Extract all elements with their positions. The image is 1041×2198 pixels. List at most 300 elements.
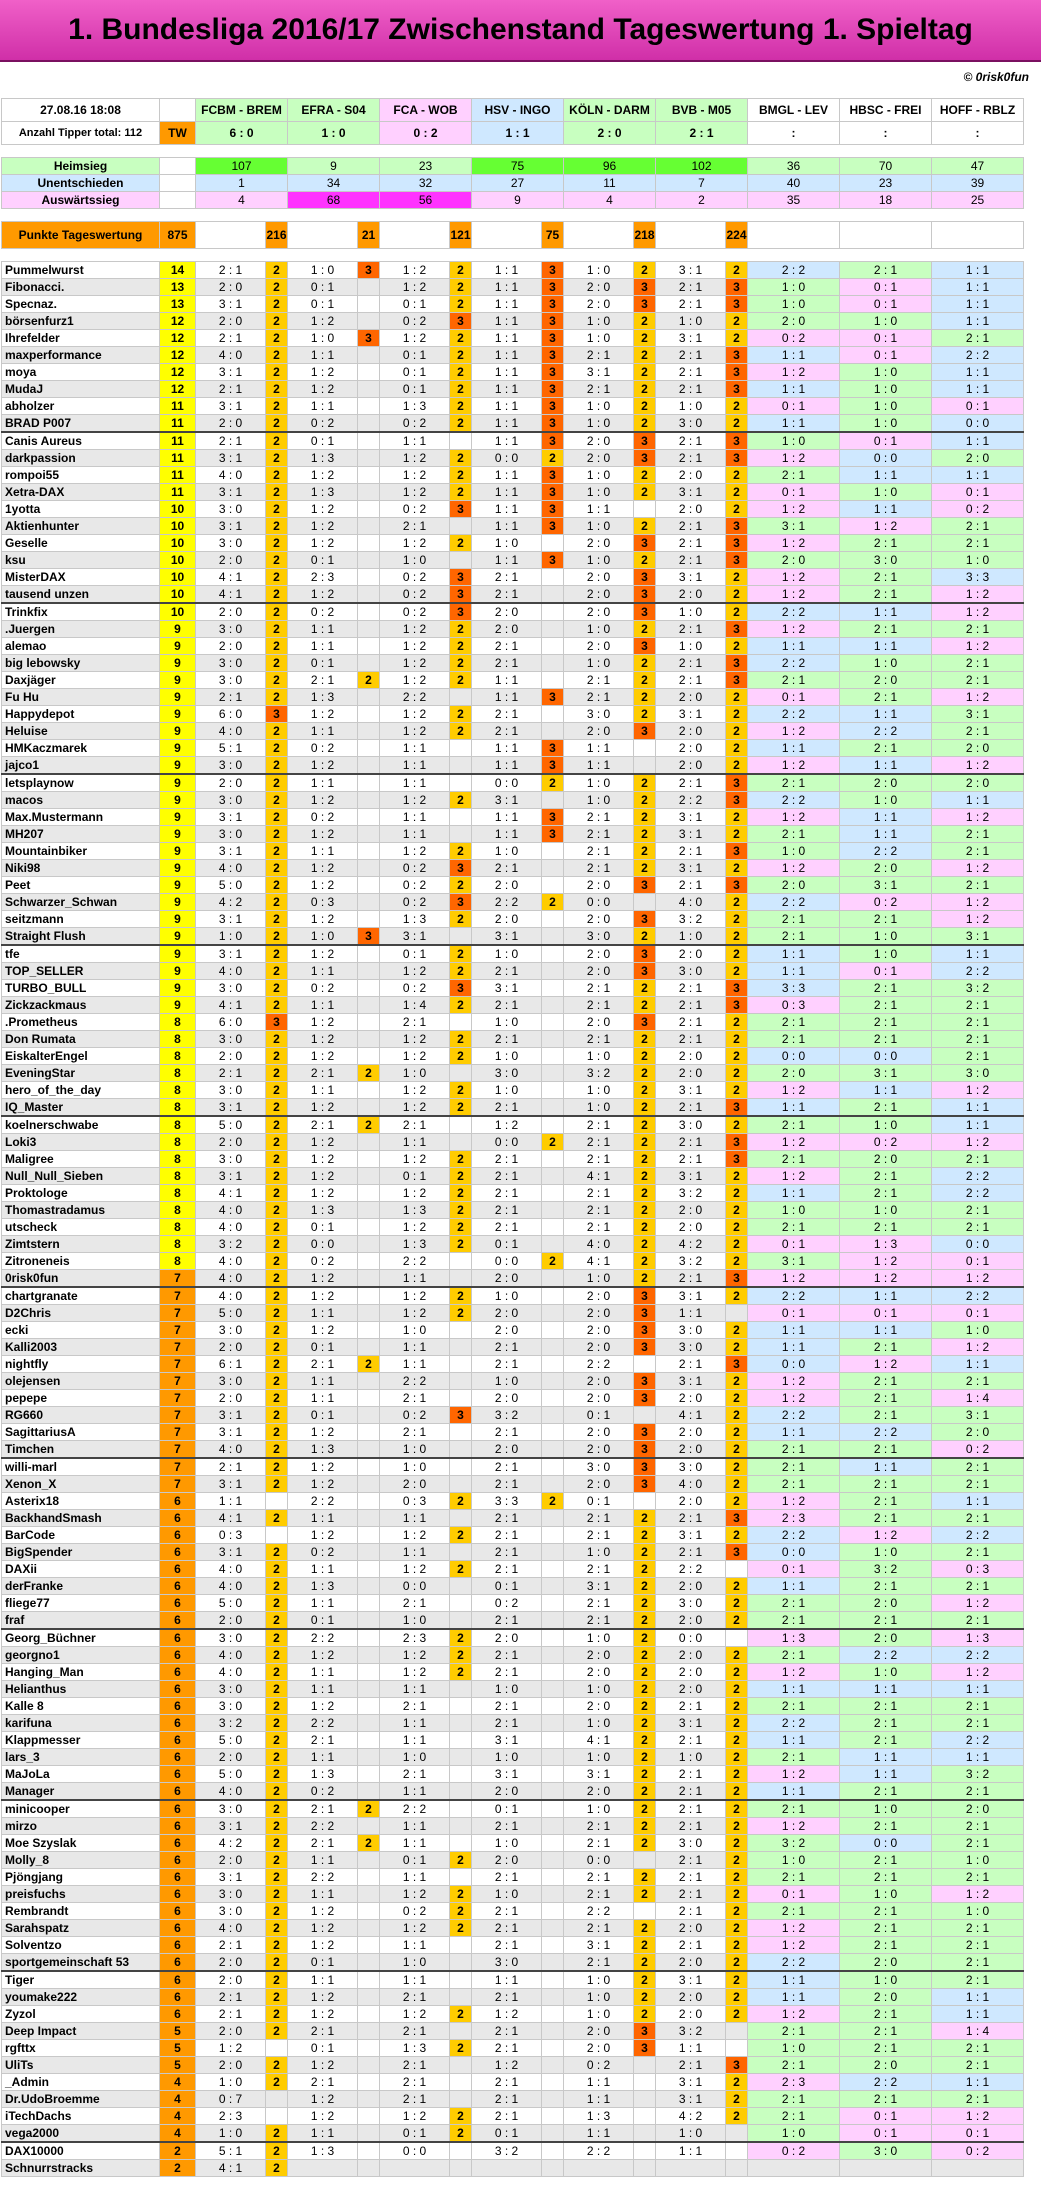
player-points: 3 <box>726 450 748 467</box>
player-points: 2 <box>634 398 656 415</box>
player-tip-open: 0 : 1 <box>932 398 1024 415</box>
player-tip: 2 : 1 <box>472 1356 542 1373</box>
player-tip: 3 : 1 <box>196 945 266 963</box>
copyright-label: © 0risk0fun <box>963 70 1029 84</box>
player-points: 2 <box>450 1287 472 1305</box>
player-points: 2 <box>726 1664 748 1681</box>
player-tip-open: 2 : 1 <box>748 1031 840 1048</box>
player-points: 2 <box>450 1664 472 1681</box>
player-row <box>2 450 1024 467</box>
player-tip: 3 : 1 <box>472 1766 542 1783</box>
match-name: EFRA - S04 <box>288 99 380 122</box>
player-points: 3 <box>634 586 656 604</box>
player-points <box>450 1134 472 1151</box>
player-row <box>2 706 1024 723</box>
player-tip: 2 : 0 <box>564 1390 634 1407</box>
player-points: 2 <box>634 1715 656 1732</box>
player-tip-open: 2 : 1 <box>840 997 932 1014</box>
player-row <box>2 398 1024 415</box>
player-tip-open: 1 : 2 <box>748 757 840 775</box>
player-points: 2 <box>634 621 656 638</box>
player-tip: 4 : 0 <box>196 1270 266 1288</box>
player-tip: 0 : 2 <box>380 877 450 894</box>
player-points <box>542 2074 564 2091</box>
player-tip: 2 : 1 <box>564 1954 634 1972</box>
player-points: 2 <box>450 638 472 655</box>
player-points <box>358 1099 380 1117</box>
player-tip: 3 : 1 <box>472 980 542 997</box>
player-tip: 2 : 0 <box>656 501 726 518</box>
player-tip: 2 : 1 <box>564 826 634 843</box>
player-tip: 2 : 0 <box>564 877 634 894</box>
player-tip-open: 2 : 2 <box>748 603 840 621</box>
player-tip: 2 : 2 <box>380 1800 450 1818</box>
player-row <box>2 313 1024 330</box>
player-points <box>542 2108 564 2125</box>
player-tip: 1 : 0 <box>472 1835 542 1852</box>
player-points <box>542 2057 564 2074</box>
player-points: 2 <box>634 467 656 484</box>
player-tip-open: 1 : 0 <box>840 415 932 433</box>
unentschieden-label: Unentschieden <box>2 175 160 192</box>
player-tip: 3 : 0 <box>564 928 634 946</box>
player-tip: 1 : 0 <box>380 1954 450 1972</box>
player-tip: 2 : 2 <box>380 1253 450 1270</box>
player-tip: 2 : 1 <box>472 1424 542 1441</box>
player-tip: 1 : 2 <box>288 2108 358 2125</box>
player-points <box>542 1954 564 1972</box>
player-tip-open: 2 : 1 <box>840 1869 932 1886</box>
player-name: Heluise <box>2 723 160 740</box>
player-tip: 2 : 0 <box>656 1441 726 1459</box>
player-tip: 2 : 0 <box>196 603 266 621</box>
player-tip: 2 : 2 <box>288 1715 358 1732</box>
player-tw: 7 <box>160 1407 196 1424</box>
player-row <box>2 1339 1024 1356</box>
player-tip: 3 : 2 <box>196 1236 266 1253</box>
player-tip: 2 : 0 <box>564 450 634 467</box>
player-name: minicooper <box>2 1800 160 1818</box>
player-tip: 1 : 2 <box>380 484 450 501</box>
player-name: SagittariusA <box>2 1424 160 1441</box>
player-points <box>358 1989 380 2006</box>
player-row <box>2 689 1024 706</box>
player-points: 2 <box>266 809 288 826</box>
player-tip-open: 2 : 1 <box>840 1783 932 1801</box>
player-name: tausend unzen <box>2 586 160 604</box>
player-tip-open: 2 : 2 <box>932 347 1024 364</box>
player-tip: 1 : 1 <box>656 2142 726 2160</box>
player-tip: 3 : 1 <box>656 1527 726 1544</box>
player-points: 2 <box>634 1168 656 1185</box>
player-tip: 1 : 2 <box>288 2006 358 2023</box>
player-tip-open: 2 : 1 <box>840 1441 932 1459</box>
player-tip: 3 : 1 <box>196 1099 266 1117</box>
player-tip: 1 : 1 <box>196 1493 266 1510</box>
player-points: 3 <box>542 330 564 347</box>
player-tw: 9 <box>160 621 196 638</box>
player-tip-open: 1 : 2 <box>840 518 932 535</box>
player-points: 2 <box>634 1031 656 1048</box>
player-points: 3 <box>450 894 472 911</box>
player-tip: 3 : 1 <box>656 2074 726 2091</box>
player-tip: 1 : 1 <box>380 1356 450 1373</box>
player-tip <box>380 2160 450 2177</box>
player-points: 2 <box>266 1253 288 1270</box>
player-tip: 1 : 3 <box>288 450 358 467</box>
player-tip: 3 : 0 <box>472 1065 542 1082</box>
player-tip-open: 2 : 2 <box>748 792 840 809</box>
player-points: 2 <box>450 723 472 740</box>
player-points <box>542 1903 564 1920</box>
standings-table <box>1 98 1024 2177</box>
player-points <box>542 1116 564 1134</box>
player-tip-open: 2 : 2 <box>840 2074 932 2091</box>
player-points: 3 <box>450 586 472 604</box>
player-tip-open: 1 : 1 <box>840 1681 932 1698</box>
player-points <box>542 1082 564 1099</box>
player-tw: 6 <box>160 1527 196 1544</box>
player-points: 2 <box>634 1578 656 1595</box>
player-points: 2 <box>266 347 288 364</box>
player-points: 2 <box>266 1647 288 1664</box>
player-points: 3 <box>542 279 564 296</box>
player-tw: 6 <box>160 1852 196 1869</box>
player-tip: 1 : 3 <box>288 1766 358 1783</box>
player-tip: 0 : 0 <box>564 894 634 911</box>
player-points <box>542 638 564 655</box>
player-points <box>358 1082 380 1099</box>
player-tip: 2 : 1 <box>656 655 726 672</box>
player-tip: 2 : 0 <box>564 603 634 621</box>
player-tip: 1 : 2 <box>288 518 358 535</box>
player-points: 2 <box>726 860 748 877</box>
player-tip: 2 : 1 <box>656 1818 726 1835</box>
player-tip: 2 : 0 <box>656 467 726 484</box>
player-tip: 2 : 1 <box>656 381 726 398</box>
player-points: 3 <box>450 501 472 518</box>
player-tip: 1 : 1 <box>472 467 542 484</box>
player-points: 2 <box>266 1561 288 1578</box>
player-tip: 2 : 1 <box>472 1339 542 1356</box>
player-row <box>2 1835 1024 1852</box>
player-points <box>542 1014 564 1031</box>
player-tip: 1 : 0 <box>656 2125 726 2143</box>
player-points <box>542 723 564 740</box>
player-row <box>2 1749 1024 1766</box>
player-points: 2 <box>634 1647 656 1664</box>
player-tip-open: 0 : 1 <box>840 2108 932 2125</box>
player-tip: 1 : 2 <box>288 1014 358 1031</box>
player-points: 2 <box>450 262 472 279</box>
player-tip-open: 2 : 1 <box>932 1476 1024 1493</box>
player-points <box>634 2160 656 2177</box>
player-tip-open: 1 : 0 <box>840 1544 932 1561</box>
player-tip-open: 1 : 1 <box>748 945 840 963</box>
player-tip: 1 : 1 <box>472 330 542 347</box>
player-points: 2 <box>542 774 564 792</box>
player-tip: 2 : 1 <box>564 1185 634 1202</box>
player-tip: 0 : 2 <box>380 860 450 877</box>
player-tip: 1 : 2 <box>380 535 450 552</box>
player-points: 2 <box>726 1971 748 1989</box>
player-row <box>2 501 1024 518</box>
player-tip-open: 2 : 1 <box>840 1099 932 1117</box>
player-points <box>358 2125 380 2143</box>
player-points <box>726 1305 748 1322</box>
player-tip: 1 : 1 <box>380 1544 450 1561</box>
player-points <box>358 586 380 604</box>
player-points: 2 <box>266 1766 288 1783</box>
player-points <box>542 1578 564 1595</box>
player-tip-open: 2 : 1 <box>840 1476 932 1493</box>
player-points <box>450 518 472 535</box>
player-points <box>450 2142 472 2160</box>
player-name: Manager <box>2 1783 160 1801</box>
player-name: big lebowsky <box>2 655 160 672</box>
player-tip: 2 : 1 <box>472 2023 542 2040</box>
player-points <box>358 963 380 980</box>
player-points <box>358 1458 380 1476</box>
player-tip: 2 : 1 <box>564 1116 634 1134</box>
player-points: 3 <box>726 843 748 860</box>
player-tip-open: 1 : 0 <box>840 1116 932 1134</box>
player-tip-open: 2 : 1 <box>932 1544 1024 1561</box>
player-points <box>450 1835 472 1852</box>
player-tip-open: 2 : 1 <box>932 518 1024 535</box>
player-tip-open: 2 : 1 <box>932 1818 1024 1835</box>
player-tip: 2 : 0 <box>472 1441 542 1459</box>
player-tw: 8 <box>160 1065 196 1082</box>
match-points: 224 <box>726 222 748 249</box>
player-points <box>450 1390 472 1407</box>
player-points: 2 <box>266 980 288 997</box>
player-tip: 2 : 1 <box>380 2057 450 2074</box>
player-tip-open: 2 : 0 <box>932 1424 1024 1441</box>
player-points <box>450 1356 472 1373</box>
player-row <box>2 1544 1024 1561</box>
player-tip: 2 : 1 <box>472 1561 542 1578</box>
player-points: 2 <box>266 1339 288 1356</box>
player-row <box>2 1595 1024 1612</box>
player-tip: 1 : 0 <box>564 398 634 415</box>
player-points: 2 <box>266 672 288 689</box>
player-tip: 2 : 1 <box>472 569 542 586</box>
player-tip: 1 : 1 <box>564 2125 634 2143</box>
player-points <box>358 945 380 963</box>
player-points <box>358 1937 380 1954</box>
player-tip: 0 : 0 <box>472 774 542 792</box>
player-tip: 0 : 1 <box>288 279 358 296</box>
player-tip: 1 : 2 <box>288 535 358 552</box>
unentschieden-count: 7 <box>656 175 748 192</box>
player-points <box>542 1629 564 1647</box>
player-tip: 4 : 2 <box>656 2108 726 2125</box>
player-points: 2 <box>266 2006 288 2023</box>
player-points: 2 <box>266 467 288 484</box>
player-tw: 10 <box>160 518 196 535</box>
player-tip: 3 : 1 <box>656 1715 726 1732</box>
player-points: 2 <box>726 313 748 330</box>
player-points: 2 <box>634 1766 656 1783</box>
player-tip: 1 : 2 <box>288 1476 358 1493</box>
player-points <box>542 1185 564 1202</box>
tippers-text: Anzahl Tipper total: <box>18 127 122 139</box>
player-points <box>358 1869 380 1886</box>
player-tip: 1 : 0 <box>656 928 726 946</box>
player-tip: 3 : 0 <box>196 1082 266 1099</box>
player-tip: 2 : 1 <box>380 1698 450 1715</box>
player-tip: 0 : 2 <box>380 415 450 433</box>
player-tip: 0 : 2 <box>288 603 358 621</box>
player-name: Specnaz. <box>2 296 160 313</box>
player-tip: 2 : 1 <box>472 2108 542 2125</box>
player-points: 2 <box>266 723 288 740</box>
player-tip: 2 : 0 <box>656 1681 726 1698</box>
player-tip-open: 0 : 0 <box>932 1236 1024 1253</box>
player-tip-open: 1 : 2 <box>932 689 1024 706</box>
player-tip: 3 : 0 <box>656 1458 726 1476</box>
player-points: 2 <box>634 1236 656 1253</box>
match-name: FCA - WOB <box>380 99 472 122</box>
player-tw: 6 <box>160 1612 196 1630</box>
player-points: 2 <box>726 586 748 604</box>
player-tip-open: 1 : 2 <box>932 1134 1024 1151</box>
player-tip: 2 : 0 <box>564 1287 634 1305</box>
player-tip: 2 : 1 <box>472 2040 542 2057</box>
player-tip: 1 : 1 <box>472 296 542 313</box>
player-points: 2 <box>266 1800 288 1818</box>
player-row <box>2 467 1024 484</box>
player-name: Helianthus <box>2 1681 160 1698</box>
player-tip-open: 2 : 1 <box>748 672 840 689</box>
player-row <box>2 1236 1024 1253</box>
player-tip: 4 : 1 <box>196 2160 266 2177</box>
player-tip-open: 1 : 2 <box>748 586 840 604</box>
player-points <box>358 1236 380 1253</box>
match-result: 1 : 0 <box>288 122 380 145</box>
player-tw: 11 <box>160 467 196 484</box>
player-row <box>2 1903 1024 1920</box>
player-tip-open: 1 : 1 <box>748 347 840 364</box>
player-tip: 1 : 2 <box>380 1305 450 1322</box>
player-points: 2 <box>266 330 288 347</box>
player-tip: 3 : 3 <box>472 1493 542 1510</box>
player-tw: 2 <box>160 2160 196 2177</box>
player-tip: 3 : 0 <box>564 706 634 723</box>
match-name: KÖLN - DARM <box>564 99 656 122</box>
player-tip: 3 : 0 <box>196 1698 266 1715</box>
player-tip: 2 : 0 <box>564 1305 634 1322</box>
player-tip: 3 : 0 <box>656 415 726 433</box>
player-tip-open: 2 : 1 <box>932 1031 1024 1048</box>
blank-cell <box>160 158 196 175</box>
player-tw: 12 <box>160 313 196 330</box>
player-points: 2 <box>634 330 656 347</box>
player-tip-open: 2 : 1 <box>840 569 932 586</box>
player-tip: 2 : 1 <box>564 1031 634 1048</box>
player-tip: 2 : 1 <box>656 1732 726 1749</box>
player-tip: 1 : 0 <box>380 1441 450 1459</box>
player-tip: 2 : 0 <box>656 1219 726 1236</box>
player-row <box>2 2108 1024 2125</box>
player-points <box>358 2160 380 2177</box>
player-tip: 2 : 1 <box>472 1612 542 1630</box>
player-tip: 2 : 1 <box>656 1099 726 1117</box>
player-points: 2 <box>266 586 288 604</box>
player-points <box>358 432 380 450</box>
player-row <box>2 1989 1024 2006</box>
player-points <box>358 1920 380 1937</box>
player-points <box>634 1356 656 1373</box>
player-tip-open: 0 : 0 <box>840 450 932 467</box>
player-row <box>2 655 1024 672</box>
player-name: hero_of_the_day <box>2 1082 160 1099</box>
player-tip: 1 : 0 <box>564 621 634 638</box>
player-points <box>450 2057 472 2074</box>
player-points: 2 <box>450 1647 472 1664</box>
player-tip: 1 : 2 <box>288 1937 358 1954</box>
player-tip-open: 2 : 1 <box>748 774 840 792</box>
player-points <box>450 1732 472 1749</box>
player-tw: 6 <box>160 1989 196 2006</box>
player-tip: 1 : 1 <box>472 347 542 364</box>
player-points: 2 <box>634 1116 656 1134</box>
player-tip: 0 : 2 <box>288 980 358 997</box>
player-tip: 1 : 1 <box>288 1664 358 1681</box>
player-tip: 2 : 0 <box>196 415 266 433</box>
player-points <box>358 398 380 415</box>
player-tip: 2 : 1 <box>564 997 634 1014</box>
player-points: 3 <box>634 963 656 980</box>
player-tip: 3 : 0 <box>656 963 726 980</box>
player-name: Sarahspatz <box>2 1920 160 1937</box>
player-tip: 4 : 2 <box>656 1236 726 1253</box>
player-tw: 4 <box>160 2125 196 2143</box>
player-points <box>450 1270 472 1288</box>
player-points <box>634 1407 656 1424</box>
player-tip: 1 : 2 <box>288 757 358 775</box>
player-tip-open: 1 : 2 <box>748 1373 840 1390</box>
player-tip: 1 : 0 <box>564 1082 634 1099</box>
auswaertssieg-label: Auswärtssieg <box>2 192 160 209</box>
player-tip: 1 : 2 <box>380 1527 450 1544</box>
player-tip: 3 : 1 <box>196 1168 266 1185</box>
player-row <box>2 928 1024 946</box>
player-tip: 2 : 1 <box>564 1612 634 1630</box>
player-tip: 1 : 0 <box>380 552 450 569</box>
player-tip: 0 : 1 <box>472 1800 542 1818</box>
player-points <box>450 1681 472 1698</box>
player-name: _Admin <box>2 2074 160 2091</box>
player-points <box>542 1647 564 1664</box>
player-tip: 2 : 0 <box>656 945 726 963</box>
player-points <box>358 1031 380 1048</box>
player-tip: 1 : 0 <box>564 1715 634 1732</box>
player-name: utscheck <box>2 1219 160 1236</box>
player-tip: 3 : 0 <box>196 757 266 775</box>
player-tip-open: 2 : 1 <box>932 1219 1024 1236</box>
player-row <box>2 432 1024 450</box>
player-tip: 4 : 0 <box>196 1578 266 1595</box>
player-points <box>634 894 656 911</box>
player-tip: 4 : 0 <box>196 1664 266 1681</box>
player-tip: 2 : 1 <box>472 1818 542 1835</box>
player-tip: 2 : 0 <box>196 1048 266 1065</box>
player-tip: 2 : 0 <box>656 740 726 757</box>
player-tip: 1 : 2 <box>380 655 450 672</box>
player-points <box>358 792 380 809</box>
